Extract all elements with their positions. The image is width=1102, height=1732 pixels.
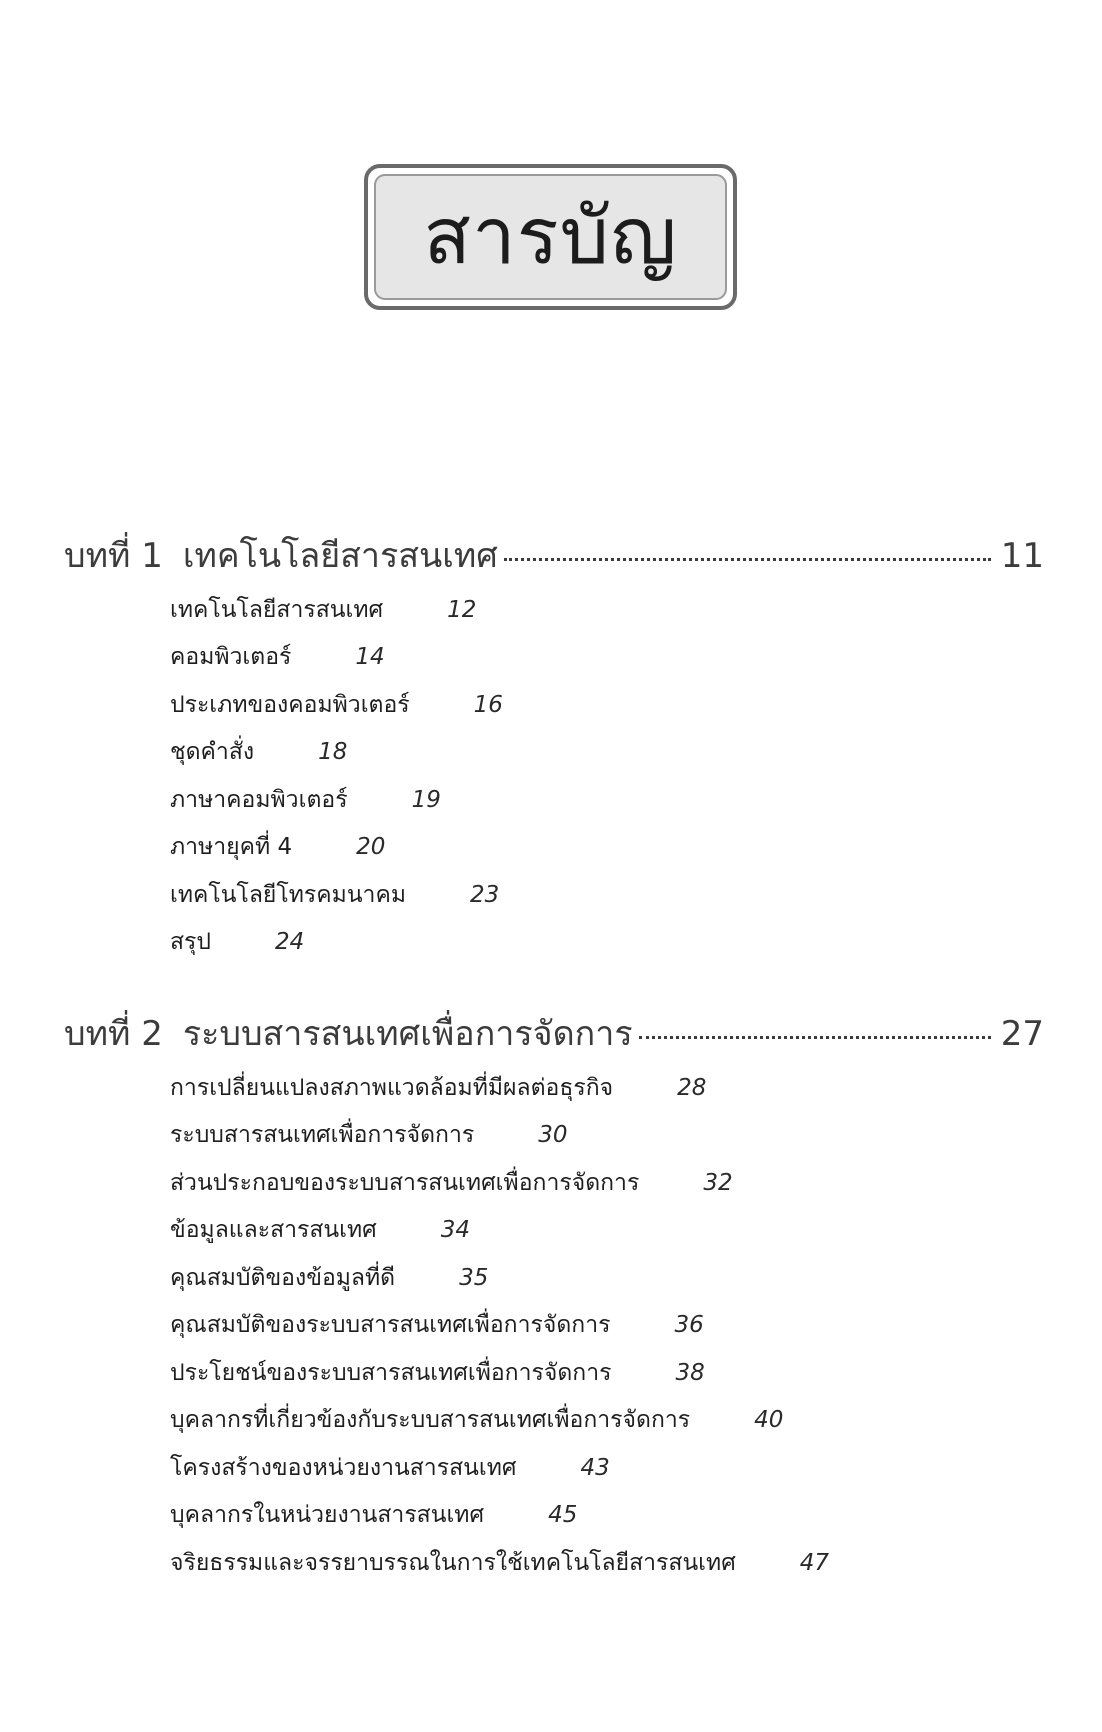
section-entry bbox=[170, 1207, 1044, 1255]
section-title: สรุป bbox=[170, 929, 211, 956]
section-page-number: 43 bbox=[580, 1454, 610, 1481]
section-entry bbox=[170, 1112, 1044, 1160]
section-page-number: 45 bbox=[548, 1502, 578, 1529]
section-entry bbox=[170, 1492, 1044, 1540]
section-title: คุณสมบัติของข้อมูลที่ดี bbox=[170, 1264, 396, 1291]
section-title: ส่วนประกอบของระบบสารสนเทศเพื่อการจัดการ bbox=[170, 1169, 640, 1196]
section-title: ข้อมูลและสารสนเทศ bbox=[170, 1217, 377, 1244]
section-entry bbox=[170, 1159, 1044, 1207]
section-entry bbox=[170, 1349, 1044, 1397]
section-entry bbox=[170, 871, 1044, 919]
section-entry bbox=[170, 586, 1044, 634]
section-entry bbox=[170, 681, 1044, 729]
chapter-page-number: 27 bbox=[1000, 1014, 1044, 1054]
section-title: ประเภทของคอมพิวเตอร์ bbox=[170, 691, 410, 718]
section-entry bbox=[170, 824, 1044, 872]
section-entry bbox=[170, 1397, 1044, 1445]
section-page-number: 32 bbox=[703, 1169, 733, 1196]
chapter-title: ระบบสารสนเทศเพื่อการจัดการ bbox=[182, 1014, 633, 1054]
section-title: ระบบสารสนเทศเพื่อการจัดการ bbox=[170, 1122, 475, 1149]
section-entry bbox=[170, 729, 1044, 777]
section-page-number: 30 bbox=[538, 1122, 568, 1149]
section-page-number: 19 bbox=[411, 786, 441, 813]
chapter-number: บทที่ 1 bbox=[64, 536, 163, 576]
page-title-frame bbox=[364, 164, 737, 310]
section-entry bbox=[170, 1254, 1044, 1302]
chapter-title: เทคโนโลยีสารสนเทศ bbox=[182, 536, 498, 576]
section-entry bbox=[170, 776, 1044, 824]
section-title: การเปลี่ยนแปลงสภาพแวดล้อมที่มีผลต่อธุรกิจ bbox=[170, 1074, 614, 1101]
section-title: เทคโนโลยีโทรคมนาคม bbox=[170, 881, 407, 908]
section-title: คอมพิวเตอร์ bbox=[170, 644, 292, 671]
section-entry bbox=[170, 1539, 1044, 1587]
section-entry bbox=[170, 1064, 1044, 1112]
section-page-number: 14 bbox=[355, 644, 385, 671]
chapter-block bbox=[64, 528, 1044, 966]
section-page-number: 36 bbox=[674, 1312, 704, 1339]
section-page-number: 47 bbox=[799, 1549, 830, 1576]
chapter-block bbox=[64, 1006, 1044, 1587]
table-of-contents bbox=[64, 528, 1044, 1627]
section-page-number: 20 bbox=[356, 834, 386, 861]
section-title: จริยธรรมและจรรยาบรรณในการใช้เทคโนโลยีสารสนเทศ bbox=[170, 1549, 736, 1576]
dot-leader bbox=[639, 1036, 991, 1039]
section-title: ชุดคำสั่ง bbox=[170, 739, 255, 766]
section-title: เทคโนโลยีสารสนเทศ bbox=[170, 596, 384, 623]
section-page-number: 18 bbox=[318, 739, 348, 766]
chapter-page-number: 11 bbox=[1000, 536, 1044, 576]
section-list bbox=[64, 1064, 1044, 1587]
page-title-panel bbox=[374, 174, 727, 300]
section-page-number: 34 bbox=[440, 1217, 471, 1244]
page-title: สารบัญ bbox=[423, 192, 678, 282]
section-entry bbox=[170, 1444, 1044, 1492]
section-page-number: 12 bbox=[447, 596, 477, 623]
dot-leader bbox=[504, 558, 991, 561]
section-title: ประโยชน์ของระบบสารสนเทศเพื่อการจัดการ bbox=[170, 1359, 612, 1386]
section-entry bbox=[170, 634, 1044, 682]
chapter-heading bbox=[64, 1006, 1044, 1064]
section-page-number: 35 bbox=[459, 1264, 489, 1291]
section-page-number: 38 bbox=[675, 1359, 705, 1386]
section-title: บุคลากรในหน่วยงานสารสนเทศ bbox=[170, 1502, 485, 1529]
section-title: โครงสร้างของหน่วยงานสารสนเทศ bbox=[170, 1454, 517, 1481]
chapter-number: บทที่ 2 bbox=[64, 1014, 163, 1054]
section-page-number: 24 bbox=[275, 929, 305, 956]
section-page-number: 28 bbox=[677, 1074, 707, 1101]
section-title: คุณสมบัติของระบบสารสนเทศเพื่อการจัดการ bbox=[170, 1312, 611, 1339]
section-list bbox=[64, 586, 1044, 966]
section-entry bbox=[170, 1302, 1044, 1350]
section-page-number: 23 bbox=[470, 881, 500, 908]
section-entry bbox=[170, 919, 1044, 967]
section-page-number: 16 bbox=[473, 691, 503, 718]
section-title: ภาษายุคที่ 4 bbox=[170, 834, 293, 861]
chapter-heading bbox=[64, 528, 1044, 586]
section-title: ภาษาคอมพิวเตอร์ bbox=[170, 786, 348, 813]
section-title: บุคลากรที่เกี่ยวข้องกับระบบสารสนเทศเพื่อการจัดการ bbox=[170, 1407, 691, 1434]
section-page-number: 40 bbox=[754, 1407, 784, 1434]
